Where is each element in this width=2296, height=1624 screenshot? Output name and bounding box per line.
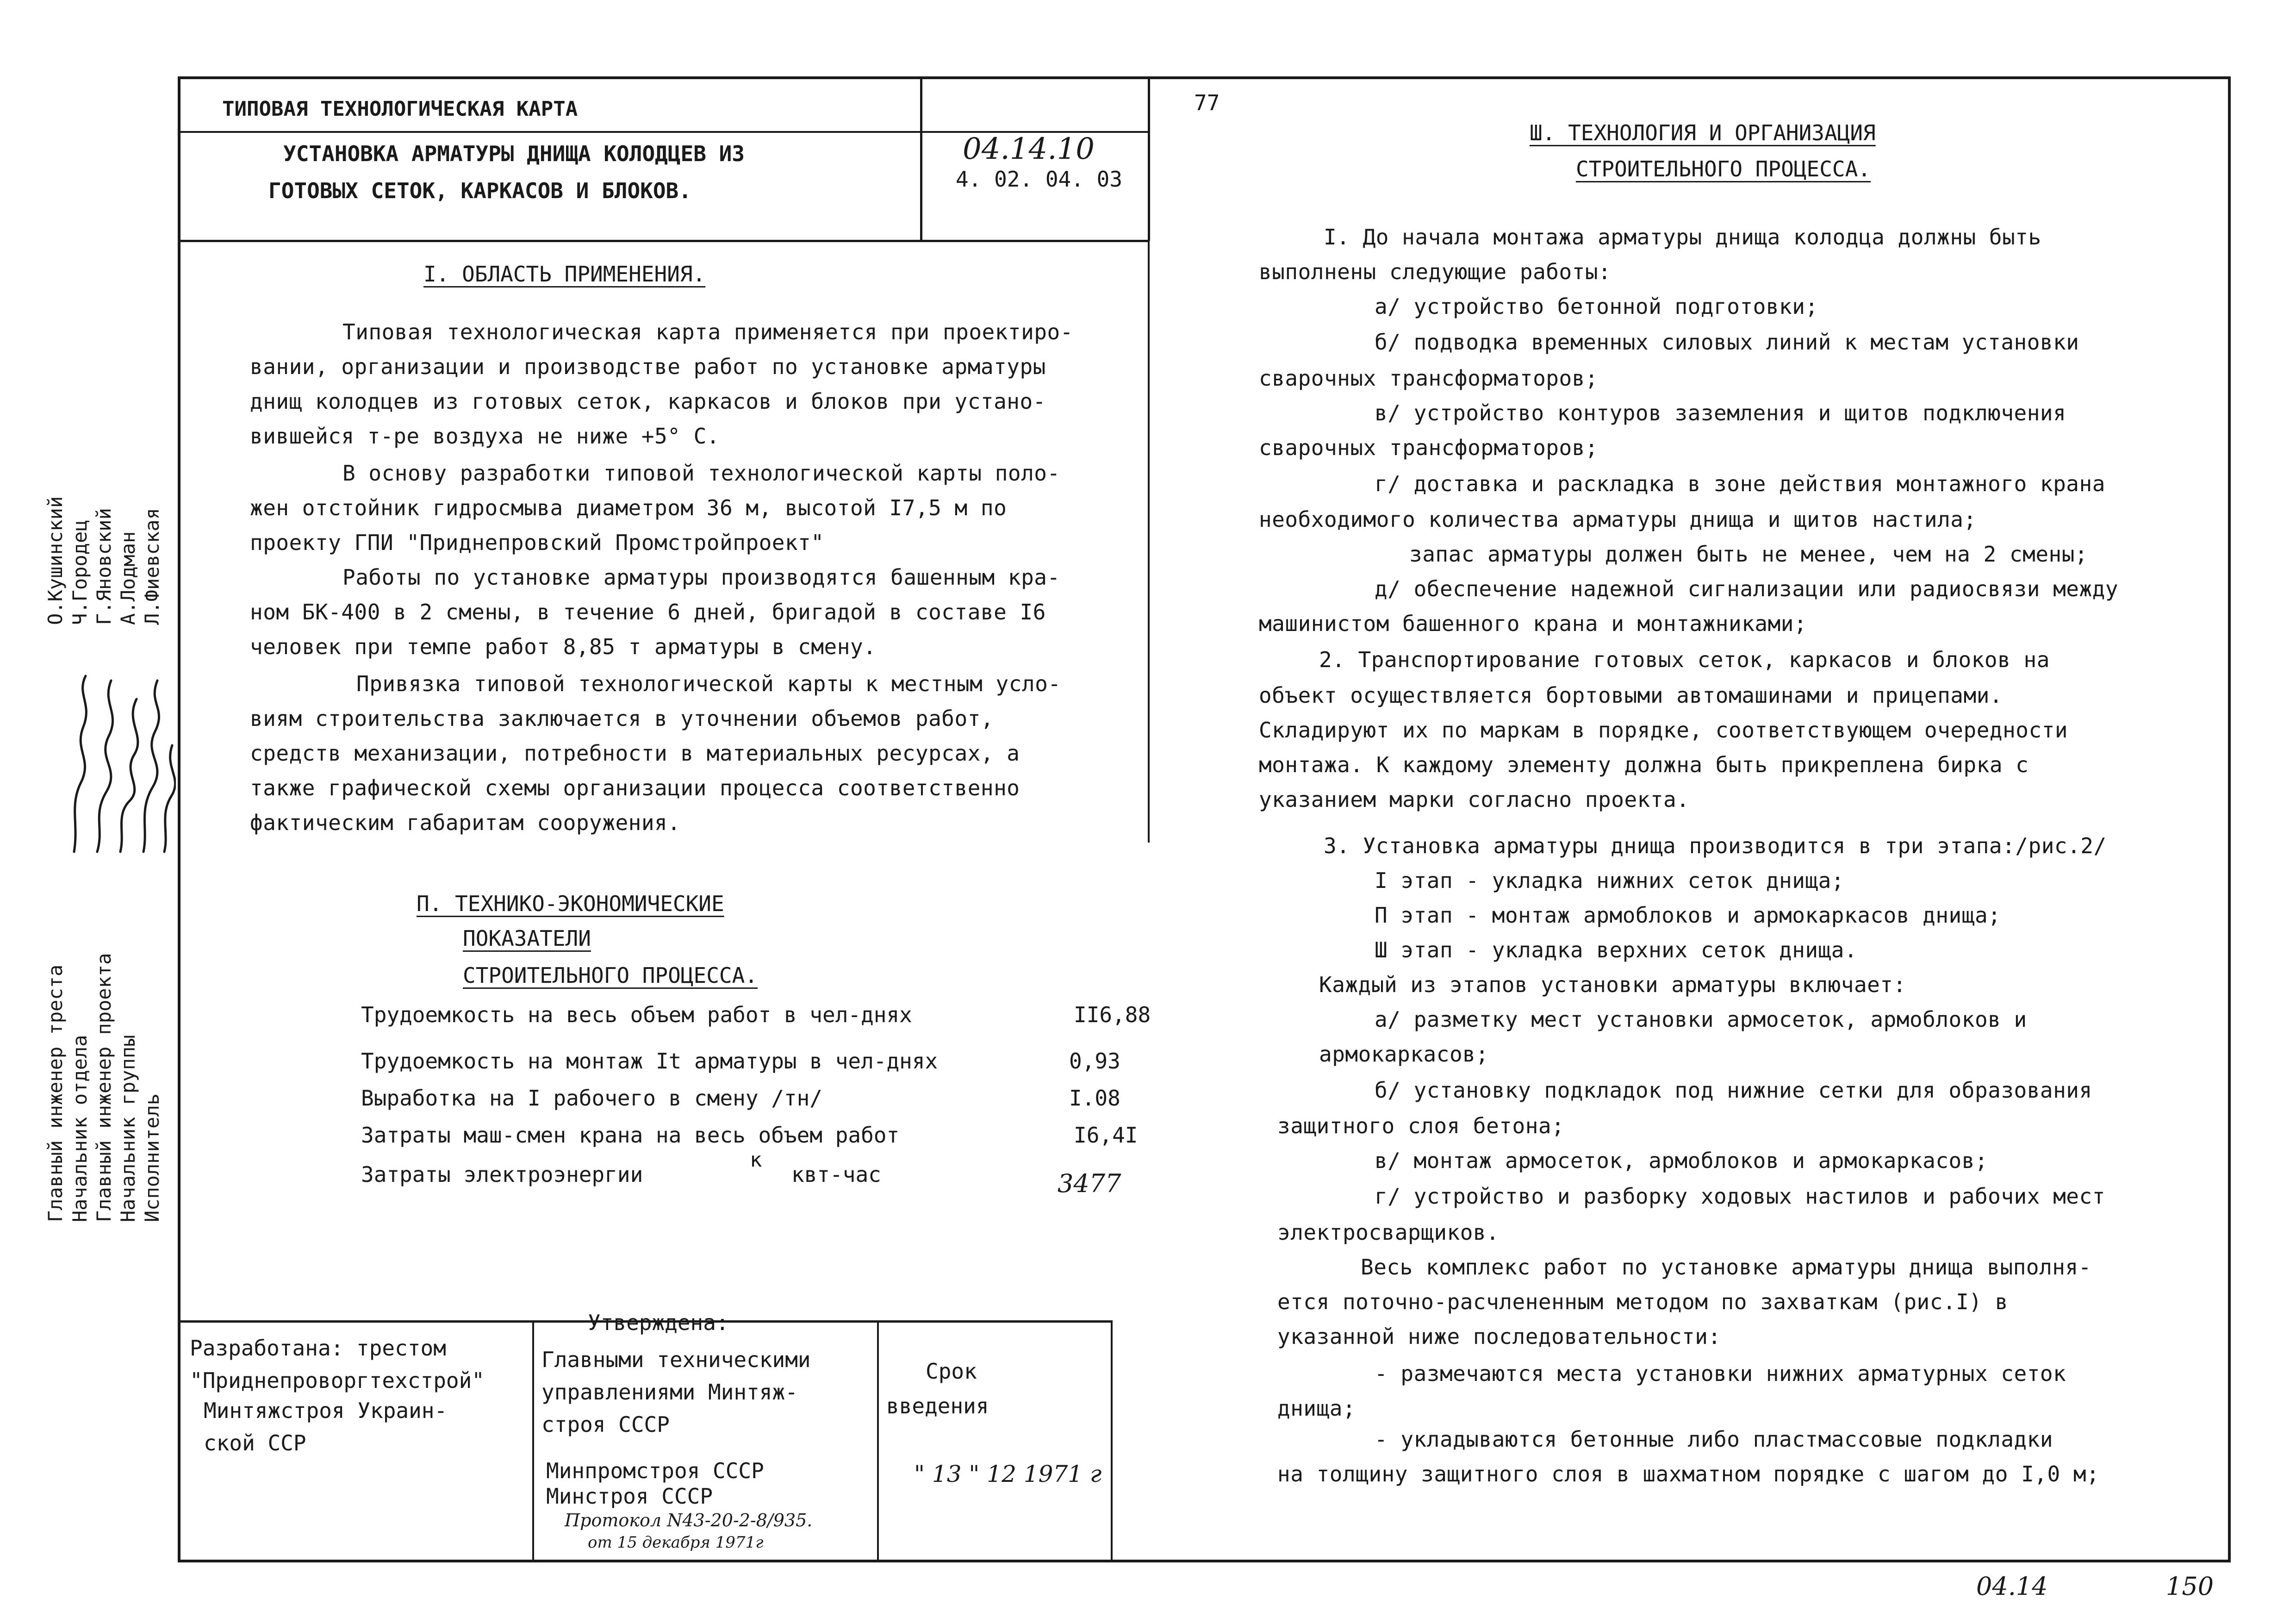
s3-line: г/ доставка и раскладка в зоне действия монтажного крана	[1375, 471, 2105, 496]
s3-line: а/ устройство бетонной подготовки;	[1375, 294, 1818, 319]
s3-line: - укладываются бетонные либо пластмассовые подкладки	[1375, 1427, 2053, 1452]
s3-line: машинистом башенного крана и монтажниками;	[1259, 611, 1807, 636]
position-label: Начальник отдела	[68, 1035, 91, 1222]
indicator-label: Трудоемкость на весь объем работ в чел-днях	[361, 1002, 912, 1027]
indicator-unit-mark: к	[750, 1148, 762, 1172]
section1-title: I. ОБЛАСТЬ ПРИМЕНЕНИЯ.	[423, 262, 706, 287]
section3-title-2: СТРОИТЕЛЬНОГО ПРОЦЕССА.	[1576, 156, 1871, 181]
approved-by-line: Главными техническими	[541, 1347, 811, 1372]
section2-title-1-text: П. ТЕХНИКО-ЭКОНОМИЧЕСКИЕ	[417, 891, 724, 916]
indicator-value: 0,93	[1069, 1049, 1120, 1074]
code-handwritten: 04.14.10	[963, 132, 1095, 166]
s3-line: б/ установку подкладок под нижние сетки для образования	[1375, 1078, 2092, 1103]
position-label: Главный инженер треста	[44, 964, 67, 1222]
handwritten-signatures	[65, 667, 176, 861]
sheet-number: 150	[2166, 1572, 2214, 1601]
s1-line: средств механизации, потребности в материальных ресурсах, а	[250, 741, 1020, 766]
frame-top	[178, 76, 2231, 79]
title-line-2: ГОТОВЫХ СЕТОК, КАРКАСОВ И БЛОКОВ.	[268, 178, 691, 203]
s3-line: г/ устройство и разборку ходовых настилов и рабочих мест	[1375, 1184, 2105, 1209]
header-bottom-line	[178, 240, 1150, 242]
position-label: Начальник группы	[117, 1035, 139, 1222]
s3-line: П этап - монтаж армоблоков и армокаркасов днища;	[1375, 903, 2001, 928]
s3-line: указанием марки согласно проекта.	[1259, 787, 1690, 812]
s1-line: Типовая технологическая карта применяется при проектиро-	[342, 319, 1073, 344]
s3-line: Складируют их по маркам в порядке, соответствующем очередности	[1259, 718, 2068, 743]
s3-line: необходимого количества арматуры днища и щитов настила;	[1259, 507, 1977, 532]
indicator-label: Трудоемкость на монтаж It арматуры в чел-днях	[361, 1049, 938, 1074]
indicator-label: Затраты электроэнергии	[361, 1162, 643, 1187]
section2-title-1	[417, 891, 724, 916]
signer-name: Ч.Городец	[68, 519, 91, 625]
position-label: Главный инженер проекта	[93, 953, 115, 1222]
term-label: введения	[886, 1393, 989, 1418]
s3-line: на толщину защитного слоя в шахматном порядке с шагом до I,0 м;	[1277, 1462, 2100, 1487]
s3-line: в/ монтаж армосеток, армоблоков и армокаркасов;	[1375, 1148, 1988, 1173]
protocol-line-1: Протокол N43-20-2-8/935.	[565, 1510, 813, 1530]
section2-title-2: ПОКАЗАТЕЛИ	[463, 926, 591, 951]
developed-by-line: "Приднепроворгтехстрой"	[190, 1368, 485, 1393]
s3-line: электросварщиков.	[1277, 1220, 1500, 1245]
s3-line: запас арматуры должен быть не менее, чем на 2 смены;	[1409, 542, 2088, 567]
approved-by-line: Минстроя СССР	[546, 1484, 713, 1509]
s3-line: сварочных трансформаторов;	[1259, 435, 1599, 460]
developed-by-line: ской ССР	[204, 1430, 306, 1455]
term-date: " 13 " 12 1971 г	[914, 1461, 1102, 1487]
s3-line: I. До начала монтажа арматуры днища колодца должны быть	[1324, 225, 2041, 250]
footer-divider-v3	[1111, 1320, 1113, 1561]
map-type-label: ТИПОВАЯ ТЕХНОЛОГИЧЕСКАЯ КАРТА	[222, 97, 578, 121]
developed-by-line: Разработана: трестом	[190, 1336, 446, 1361]
document-code: 4. 02. 04. 03	[956, 167, 1123, 192]
s1-line: человек при темпе работ 8,85 т арматуры в смену.	[250, 634, 877, 659]
s3-line: I этап - укладка нижних сеток днища;	[1375, 868, 1844, 893]
indicator-label: Выработка на I рабочего в смену /тн/	[361, 1086, 822, 1111]
left-column-border	[1148, 241, 1150, 843]
developed-by-line: Минтяжстроя Украин-	[204, 1398, 448, 1423]
s3-line: - размечаются места установки нижних арматурных сеток	[1375, 1361, 2066, 1386]
title-line-1: УСТАНОВКА АРМАТУРЫ ДНИЩА КОЛОДЦЕВ ИЗ	[283, 141, 745, 166]
s1-line: вившейся т-ре воздуха не ниже +5° С.	[250, 424, 720, 449]
page-number: 77	[1194, 90, 1220, 115]
s3-line: ется поточно-расчлененным методом по захваткам (рис.I) в	[1277, 1289, 2008, 1314]
s3-line: а/ разметку мест установки армосеток, армоблоков и	[1375, 1007, 2027, 1032]
s1-line: Работы по установке арматуры производятся башенным кра-	[342, 565, 1060, 590]
approved-title: Утверждена:	[588, 1310, 729, 1335]
s1-line: виям строительства заключается в уточнении объемов работ,	[250, 706, 994, 731]
indicator-value: I.08	[1069, 1086, 1120, 1111]
signer-name: А.Лодман	[117, 531, 139, 625]
s3-line: 3. Установка арматуры днища производится в три этапа:/рис.2/	[1324, 833, 2107, 858]
frame-right	[2228, 76, 2231, 1562]
s3-line: б/ подводка временных силовых линий к местам установки	[1375, 330, 2079, 355]
protocol-line-2: от 15 декабря 1971г	[588, 1533, 764, 1552]
header-divider-v2	[1148, 76, 1150, 241]
indicator-unit: квт-час	[791, 1162, 881, 1187]
s3-line: указанной ниже последовательности:	[1277, 1324, 1721, 1349]
s1-line: вании, организации и производстве работ по установке арматуры	[250, 354, 1046, 379]
s3-line: днища;	[1277, 1396, 1356, 1421]
s1-line: фактическим габаритам сооружения.	[250, 810, 681, 835]
section3-title-1: Ш. ТЕХНОЛОГИЯ И ОРГАНИЗАЦИЯ	[1530, 120, 1876, 145]
footer-divider-v1	[532, 1320, 534, 1561]
indicator-label: Затраты маш-смен крана на весь объем работ	[361, 1123, 900, 1148]
footer-divider-v2	[877, 1320, 879, 1561]
s1-line: Привязка типовой технологической карты к местным усло-	[356, 671, 1061, 696]
indicator-value: I6,4I	[1074, 1123, 1138, 1148]
s1-line: также графической схемы организации процесса соответственно	[250, 775, 1020, 800]
signer-name: Л.Фиевская	[141, 508, 163, 625]
signer-name: Г.Яновский	[93, 508, 115, 625]
s1-line: жен отстойник гидросмыва диаметром 36 м, высотой I7,5 м по	[250, 495, 1007, 520]
s3-line: Весь комплекс работ по установке арматуры днища выполня-	[1361, 1255, 2091, 1280]
s1-line: В основу разработки типовой технологической карты поло-	[342, 461, 1060, 486]
approved-by-line: строя СССР	[541, 1412, 670, 1437]
frame-bottom	[178, 1560, 2231, 1562]
s3-line: 2. Транспортирование готовых сеток, каркасов и блоков на	[1319, 647, 2050, 672]
s3-line: Каждый из этапов установки арматуры включает:	[1319, 972, 1906, 997]
s3-line: монтажа. К каждому элементу должна быть прикреплена бирка с	[1259, 752, 2029, 777]
s1-line: проекту ГПИ "Приднепровский Промстройпроект"	[250, 530, 824, 555]
s3-line: сварочных трансформаторов;	[1259, 366, 1599, 391]
s1-line: днищ колодцев из готовых сеток, каркасов и блоков при устано-	[250, 389, 1046, 414]
s3-line: защитного слоя бетона;	[1277, 1113, 1565, 1138]
s3-line: д/ обеспечение надежной сигнализации или радиосвязи между	[1375, 576, 2119, 601]
s3-line: Ш этап - укладка верхних сеток днища.	[1375, 937, 1858, 962]
s3-line: объект осуществляется бортовыми автомашинами и прицепами.	[1259, 683, 2003, 708]
indicator-value: II6,88	[1074, 1002, 1151, 1027]
sheet-code: 04.14	[1976, 1572, 2048, 1601]
section2-title-3: СТРОИТЕЛЬНОГО ПРОЦЕССА.	[463, 963, 758, 988]
position-label: Исполнитель	[141, 1093, 163, 1222]
frame-left	[178, 76, 180, 1562]
approved-by-line: управлениями Минтяж-	[541, 1380, 798, 1405]
indicator-value: 3477	[1058, 1169, 1121, 1198]
s3-line: армокаркасов;	[1319, 1042, 1489, 1067]
header-divider-v1	[920, 76, 922, 241]
s3-line: в/ устройство контуров заземления и щитов подключения	[1375, 400, 2066, 425]
term-label: Срок	[926, 1359, 977, 1384]
signer-name: О.Кушинский	[44, 496, 67, 625]
approved-by-line: Минпромстроя СССР	[546, 1458, 764, 1483]
s3-line: выполнены следующие работы:	[1259, 259, 1612, 284]
s1-line: ном БК-400 в 2 смены, в течение 6 дней, бригадой в составе I6	[250, 600, 1046, 625]
